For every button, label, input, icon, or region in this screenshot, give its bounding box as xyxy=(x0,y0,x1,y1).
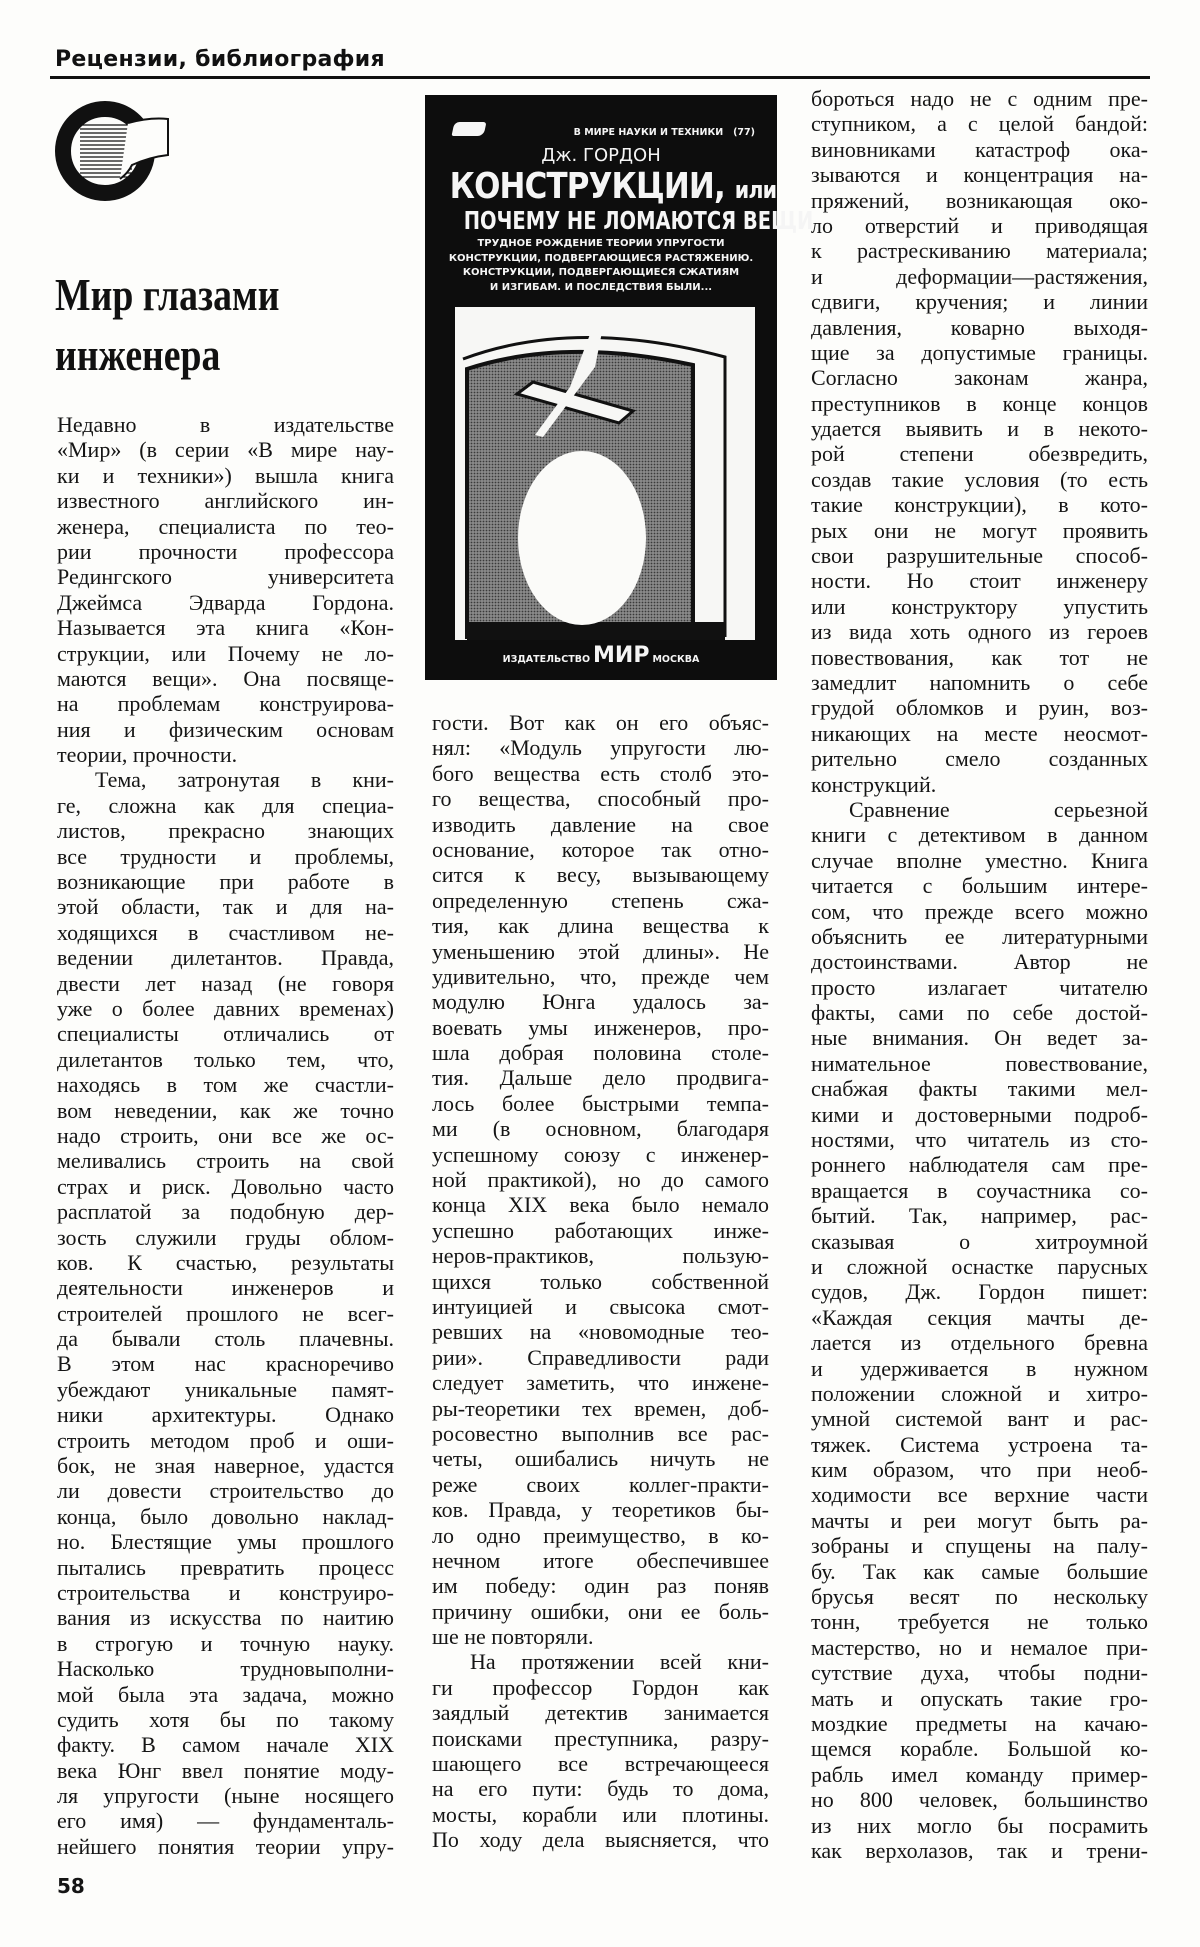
text-line: ры-теоретики тех времен, доб- xyxy=(432,1395,769,1421)
review-section-logo-icon xyxy=(50,95,180,205)
cover-series: В МИРЕ НАУКИ И ТЕХНИКИ (77) xyxy=(573,127,755,138)
cover-subtitle-line: ТРУДНОЕ РОЖДЕНИЕ ТЕОРИИ УПРУГОСТИ xyxy=(477,238,725,249)
text-line: Тема, затронутая в кни- xyxy=(95,767,394,793)
cover-subtitle xyxy=(425,237,777,295)
text-line: модулю Юнга удалось за- xyxy=(432,989,769,1015)
cover-publisher xyxy=(425,643,777,668)
text-line: бок, не зная наверное, удастся xyxy=(57,1453,394,1479)
text-line: факты, сами по себе достой- xyxy=(811,1000,1148,1026)
text-line: нечном итоге обеспечившее xyxy=(432,1547,769,1573)
text-line: ходящихся в счастливом не- xyxy=(57,919,394,945)
text-line: сом, что прежде всего можно xyxy=(811,898,1148,924)
section-heading: Рецензии, библиография xyxy=(55,47,385,72)
page-number: 58 xyxy=(57,1874,85,1898)
text-line: нимательное повествование, xyxy=(811,1050,1148,1076)
text-line: ные внимания. Он ведет за- xyxy=(811,1025,1148,1051)
cover-publisher-city: МОСКВА xyxy=(652,654,700,665)
article-title-line: инженера xyxy=(55,329,221,380)
text-line: известного английского ин- xyxy=(57,488,394,514)
text-line: шающего все встречающееся xyxy=(432,1751,769,1777)
text-line: тяжек. Система устроена та- xyxy=(811,1431,1148,1457)
text-line: кими и достоверными подроб- xyxy=(811,1101,1148,1127)
text-line: щихся только собственной xyxy=(432,1268,769,1294)
text-line: реже своих коллег-практи- xyxy=(432,1471,769,1497)
text-line: но 800 человек, большинство xyxy=(811,1787,1148,1813)
text-line: такие конструкции), в кото- xyxy=(811,492,1148,518)
text-line: струкции, или Почему не ло- xyxy=(57,640,394,666)
text-line: бу. Так как самые большие xyxy=(811,1558,1148,1584)
text-line: лается из отдельного бревна xyxy=(811,1330,1148,1356)
text-line: снабжая факты такими мел- xyxy=(811,1076,1148,1102)
text-column-3 xyxy=(811,86,1148,1863)
text-line: ности. Но стоит инженеру xyxy=(811,568,1148,594)
cover-subtitle-line: КОНСТРУКЦИИ, ПОДВЕРГАЮЩИЕСЯ РАСТЯЖЕНИЮ. xyxy=(448,252,754,264)
text-line: ния и физическим основам xyxy=(57,716,394,742)
text-line: бытий. Так, например, рас- xyxy=(811,1203,1148,1229)
text-column-2 xyxy=(432,710,769,1853)
text-line: зость служили груды облом- xyxy=(57,1224,394,1250)
text-column-1 xyxy=(57,412,394,1859)
text-line: интуицией и свысока смот- xyxy=(432,1293,769,1319)
text-line: грудой обломков и руин, воз- xyxy=(811,695,1148,721)
text-line: В этом нас красноречиво xyxy=(57,1351,394,1377)
text-line: случае вполне уместно. Книга xyxy=(811,847,1148,873)
text-line: возникающие при работе в xyxy=(57,869,394,895)
text-line: двести лет назад (не говоря xyxy=(57,970,394,996)
text-line: мастерство, но и немалое при- xyxy=(811,1634,1148,1660)
text-line: ки и техники») вышла книга xyxy=(57,462,394,488)
text-line: Джеймса Эдварда Гордона. xyxy=(57,589,394,615)
article-title xyxy=(55,265,279,385)
text-line: мать и опускать такие гро- xyxy=(811,1685,1148,1711)
text-line: Недавно в издательстве xyxy=(57,412,394,437)
cover-title-main: КОНСТРУКЦИИ, xyxy=(449,166,725,207)
text-line: четы, ошибались ничуть не xyxy=(432,1446,769,1472)
text-line: деятельности инженеров и xyxy=(57,1275,394,1301)
text-line: определенную степень сжа- xyxy=(432,887,769,913)
text-line: Сравнение серьезной xyxy=(849,796,1148,822)
text-line: маются вещи». Она посвяще- xyxy=(57,665,394,691)
text-line: По ходу дела выясняется, что xyxy=(432,1827,769,1853)
text-line: зобраны и спущены на палу- xyxy=(811,1533,1148,1559)
text-line: читается с большим интере- xyxy=(811,873,1148,899)
text-line: строительства и конструиро- xyxy=(57,1579,394,1605)
text-line: и удерживается в нужном xyxy=(811,1355,1148,1381)
text-line: удивительно, что, прежде чем xyxy=(432,963,769,989)
text-line: меливались строить на свой xyxy=(57,1148,394,1174)
text-line: конца XIX века было немало xyxy=(432,1192,769,1218)
text-line: Редингского университета xyxy=(57,564,394,590)
text-line: века Юнг ввел понятие моду- xyxy=(57,1757,394,1783)
text-line: книги с детективом в данном xyxy=(811,822,1148,848)
text-line: в строгую и точную науку. xyxy=(57,1630,394,1656)
text-line: никающих на месте неосмот- xyxy=(811,720,1148,746)
text-line: рительно смело созданных xyxy=(811,746,1148,772)
text-line: росовестно выполнив все рас- xyxy=(432,1420,769,1446)
text-line: «Мир» (в серии «В мире нау- xyxy=(57,437,394,463)
text-line: теории, прочности. xyxy=(57,742,238,768)
text-line: нял: «Модуль упругости лю- xyxy=(432,735,769,761)
text-line: ступником, а с целой бандой: xyxy=(811,111,1148,137)
text-line: ги профессор Гордон как xyxy=(432,1674,769,1700)
text-line: ше не повторяли. xyxy=(432,1624,594,1650)
text-line: и деформации—растяжения, xyxy=(811,263,1148,289)
text-line: удается выявить и в некото- xyxy=(811,416,1148,442)
text-line: зываются и концентрация на- xyxy=(811,162,1148,188)
article-title-line: Мир глазами xyxy=(55,269,280,320)
cover-author: Дж. ГОРДОН xyxy=(541,145,661,166)
text-line: ков. Правда, у теоретиков бы- xyxy=(432,1497,769,1523)
text-line: успешно работающих инже- xyxy=(432,1217,769,1243)
text-line: виновниками катастроф ока- xyxy=(811,136,1148,162)
cover-illustration xyxy=(455,307,755,640)
text-line: конца, было довольно наклад- xyxy=(57,1503,394,1529)
text-line: тия, как длина вещества к xyxy=(432,913,769,939)
text-line: из вида хоть одного из героев xyxy=(811,619,1148,645)
text-line: ходимости все верхние части xyxy=(811,1482,1148,1508)
text-line: повествования, как тот не xyxy=(811,644,1148,670)
text-line: ков. К счастью, результаты xyxy=(57,1249,394,1275)
text-line: ной практикой), но до самого xyxy=(432,1167,769,1193)
text-line: моздкие предметы на качаю- xyxy=(811,1711,1148,1736)
text-line: ники архитектуры. Однако xyxy=(57,1402,394,1428)
text-line: рых они не могут проявить xyxy=(811,517,1148,543)
text-line: строить методом проб и оши- xyxy=(57,1427,394,1453)
text-line: создав такие условия (то есть xyxy=(811,466,1148,492)
text-line: уже о более давних временах) xyxy=(57,995,394,1021)
text-line: лось более быстрыми темпа- xyxy=(432,1090,769,1116)
text-line: положении сложной и хитро- xyxy=(811,1380,1148,1406)
text-line: причину ошибки, они ее боль- xyxy=(432,1598,769,1624)
text-line: На протяжении всей кни- xyxy=(470,1649,769,1675)
text-line: тия. Дальше дело продвига- xyxy=(432,1065,769,1091)
text-line: пытались превратить процесс xyxy=(57,1554,394,1580)
text-line: сдвиги, кручения; и линии xyxy=(811,289,1148,315)
cover-title-line2: ПОЧЕМУ НЕ ЛОМАЮТСЯ ВЕЩИ xyxy=(463,206,814,235)
text-line: гости. Вот как он его объяс- xyxy=(432,710,769,735)
text-line: рой степени обезвредить, xyxy=(811,441,1148,467)
text-line: судить хотя бы по такому xyxy=(57,1706,394,1732)
text-line: поисками преступника, разру- xyxy=(432,1725,769,1751)
text-line: пряжений, возникающая око- xyxy=(811,187,1148,213)
text-line: ностями, что читатель из сто- xyxy=(811,1127,1148,1153)
text-line: на его пути: будь то дома, xyxy=(432,1776,769,1802)
egg-shape xyxy=(518,451,646,625)
text-line: к растрескиванию материала; xyxy=(811,238,1148,264)
text-line: ревших на «новомодные тео- xyxy=(432,1319,769,1345)
text-line: расплатой за подобную дер- xyxy=(57,1199,394,1225)
text-line: уменьшению этой длины». Не xyxy=(432,938,769,964)
text-line: воевать умы инженеров, про- xyxy=(432,1014,769,1040)
text-line: ли довести строительство до xyxy=(57,1478,394,1504)
text-line: изводить давление на свое xyxy=(432,811,769,837)
text-line: ля упругости (ныне носящего xyxy=(57,1783,394,1809)
text-line: вом неведении, как же точно xyxy=(57,1097,394,1123)
text-line: го вещества, способный про- xyxy=(432,786,769,812)
text-line: свои разрушительные способ- xyxy=(811,543,1148,569)
text-line: «Каждая секция мачты де- xyxy=(811,1304,1148,1330)
text-line: тонн, требуется не только xyxy=(811,1609,1148,1635)
text-line: мосты, корабли или плотины. xyxy=(432,1801,769,1827)
text-line: Называется эта книга «Кон- xyxy=(57,615,394,641)
cover-publisher-prefix: ИЗДАТЕЛЬСТВО xyxy=(502,654,591,665)
text-line: им победу: один раз поняв xyxy=(432,1573,769,1599)
cover-title xyxy=(449,166,777,210)
text-line: рабль имел команду пример- xyxy=(811,1761,1148,1787)
text-line: Согласно законам жанра, xyxy=(811,365,1148,391)
text-line: щие за допустимые границы. xyxy=(811,339,1148,365)
cover-publisher-name: МИР xyxy=(593,643,650,668)
text-line: сказывая о хитроумной xyxy=(811,1228,1148,1254)
text-line: все трудности и проблемы, xyxy=(57,843,394,869)
text-line: неров-практиков, пользую- xyxy=(432,1243,769,1269)
text-line: находясь в том же счастли- xyxy=(57,1072,394,1098)
text-line: убеждают уникальные памят- xyxy=(57,1376,394,1402)
text-line: да бывали столь плачевны. xyxy=(57,1326,394,1352)
text-line: надо строить, они все же ос- xyxy=(57,1122,394,1148)
text-line: как верхолазов, так и трени- xyxy=(811,1837,1148,1863)
text-line: листов, прекрасно знающих xyxy=(57,818,394,844)
text-line: страх и риск. Довольно часто xyxy=(57,1173,394,1199)
text-line: мой была эта задача, можно xyxy=(57,1681,394,1707)
text-line: его имя) — фундаменталь- xyxy=(57,1808,394,1834)
text-line: следует заметить, что инжене- xyxy=(432,1370,769,1396)
text-line: основание, которое так отно- xyxy=(432,836,769,862)
text-line: судов, Дж. Гордон пишет: xyxy=(811,1279,1148,1305)
text-line: ведении дилетантов. Правда, xyxy=(57,945,394,971)
text-line: но. Блестящие умы прошлого xyxy=(57,1529,394,1555)
text-line: бого вещества есть столб это- xyxy=(432,760,769,786)
text-line: ким образом, что при необ- xyxy=(811,1457,1148,1483)
text-line: заядлый детектив занимается xyxy=(432,1700,769,1726)
text-line: объяснить ее литературными xyxy=(811,923,1148,949)
text-line: замедлит напомнить о себе xyxy=(811,669,1148,695)
text-line: или конструктору упустить xyxy=(811,593,1148,619)
text-line: Насколько трудновыполни- xyxy=(57,1656,394,1682)
book-cover-image xyxy=(425,95,814,680)
text-line: ге, сложна как для специа- xyxy=(57,792,394,818)
text-line: строителей прошлого не всег- xyxy=(57,1300,394,1326)
text-line: роннего наблюдателя сам пре- xyxy=(811,1152,1148,1178)
cover-subtitle-line: КОНСТРУКЦИИ, ПОДВЕРГАЮЩИЕСЯ СЖАТИЯМ xyxy=(462,267,740,278)
text-line: вращается в соучастника со- xyxy=(811,1177,1148,1203)
text-line: умной системой вант и рас- xyxy=(811,1406,1148,1432)
text-line: мачты и реи могут быть ра- xyxy=(811,1507,1148,1533)
text-line: нейшего понятия теории упру- xyxy=(57,1833,394,1859)
cover-subtitle-line: И ИЗГИБАМ. И ПОСЛЕДСТВИЯ БЫЛИ... xyxy=(489,281,713,293)
text-line: ми (в основном, благодаря xyxy=(432,1116,769,1142)
text-line: этой области, так и для на- xyxy=(57,894,394,920)
text-line: сится к весу, вызывающему xyxy=(432,862,769,888)
text-line: шла добрая половина столе- xyxy=(432,1040,769,1066)
text-line: брусья весят по нескольку xyxy=(811,1584,1148,1610)
text-line: рии прочности профессора xyxy=(57,538,394,564)
header-rule xyxy=(50,76,1150,79)
text-line: на проблемам конструирова- xyxy=(57,691,394,717)
text-line: сутствие духа, чтобы подни- xyxy=(811,1660,1148,1686)
text-line: дилетантов только тем, что, xyxy=(57,1046,394,1072)
text-line: и сложной оснастке парусных xyxy=(811,1253,1148,1279)
text-line: женера, специалиста по тео- xyxy=(57,513,394,539)
text-line: рии». Справедливости ради xyxy=(432,1344,769,1370)
text-line: бороться надо не с одним пре- xyxy=(811,86,1148,111)
text-line: конструкций. xyxy=(811,771,937,797)
text-line: ло отверстий и приводящая xyxy=(811,212,1148,238)
text-line: ло одно преимущество, в ко- xyxy=(432,1522,769,1548)
text-line: факту. В самом начале XIX xyxy=(57,1732,394,1758)
text-line: вания из искусства по наитию xyxy=(57,1605,394,1631)
text-line: успешному союзу с инженер- xyxy=(432,1141,769,1167)
text-line: щемся корабле. Большой ко- xyxy=(811,1736,1148,1762)
publisher-mark-icon xyxy=(452,122,487,136)
cover-title-or: или xyxy=(734,176,777,204)
text-line: специалисты отличались от xyxy=(57,1021,394,1047)
text-line: из них могло бы посрамить xyxy=(811,1812,1148,1838)
text-line: преступников в конце концов xyxy=(811,390,1148,416)
text-line: давления, коварно выходя- xyxy=(811,314,1148,340)
text-line: просто излагает читателю xyxy=(811,974,1148,1000)
text-line: достоинствами. Автор не xyxy=(811,949,1148,975)
